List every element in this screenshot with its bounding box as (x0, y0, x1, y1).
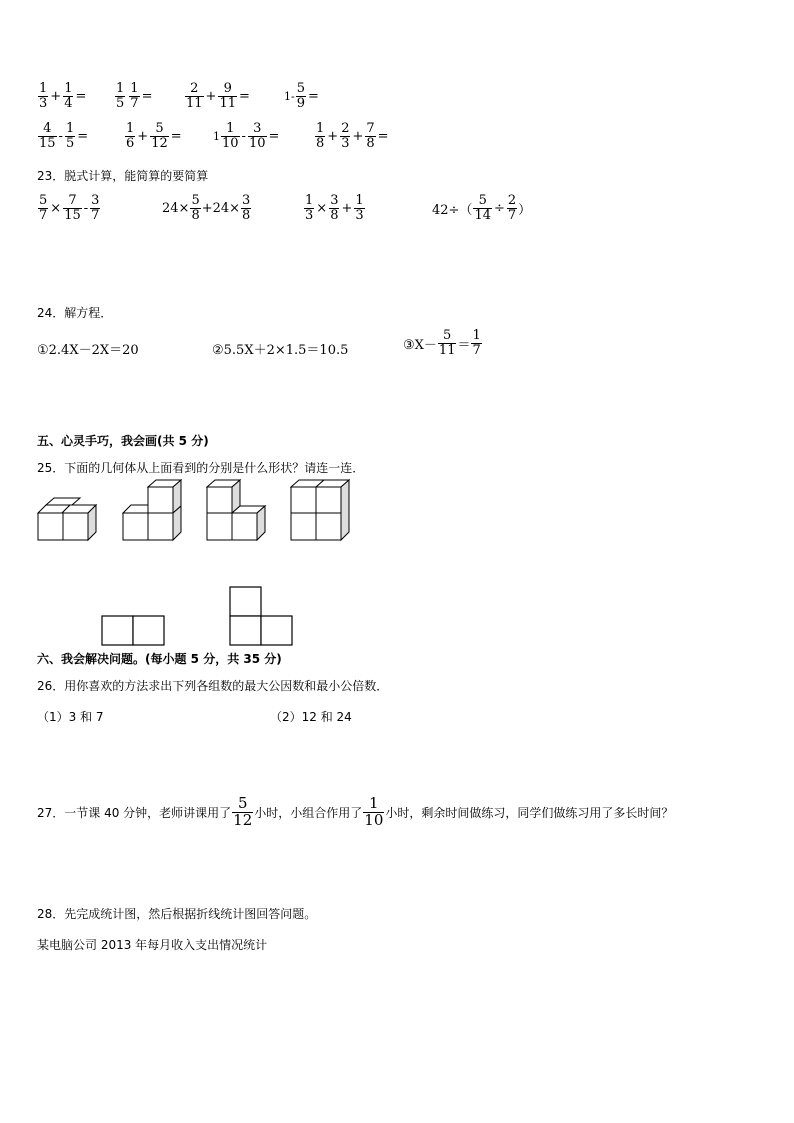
section-6-title: 六、我会解决问题。(每小题 5 分，共 35 分) (37, 652, 282, 666)
top-view-shape-2 (230, 587, 292, 645)
q26-text: 26．用你喜欢的方法求出下列各组数的最大公因数和最小公倍数． (37, 679, 389, 693)
exercise-4: 1- $\frac{5}{9}$ = (284, 81, 319, 111)
cube-figure-3 (207, 480, 265, 540)
section-5-title: 五、心灵手巧，我会画(共 5 分) (37, 434, 209, 448)
q24-equation-3: ③X－ $\frac{5}{11}$ ＝ $\frac{1}{7}$ (403, 328, 481, 358)
q25-text: 25．下面的几何体从上面看到的分别是什么形状？请连一连． (37, 461, 365, 475)
q27-text: 27．一节课 40 分钟，老师讲课用了 $\frac{5}{12}$ 小时，小组合作用了 $\frac{1}{10}$ 小时，剩余时间做练习，同学们做练习用了多长时间？ (37, 794, 674, 829)
cube-figure-1 (38, 498, 96, 540)
q24-equation-1: ①2.4X－2X＝20 (37, 343, 139, 358)
exercise-1: $\frac{1}{3}$ + $\frac{1}{4}$ = (39, 81, 87, 111)
q28-caption: 某电脑公司 2013 年每月收入支出情况统计 (37, 938, 268, 952)
q24-equation-2: ②5.5X＋2×1.5＝10.5 (212, 343, 349, 358)
q26-part-1: （1）3 和 7 (37, 710, 104, 724)
top-view-shape-1 (102, 616, 164, 645)
exercise-7: 1 $\frac{1}{10}$ - $\frac{3}{10}$ = (213, 121, 280, 151)
exercise-5: $\frac{4}{15}$ - $\frac{1}{5}$ = (39, 121, 89, 151)
fraction: $\frac{1}{3}$ (39, 81, 48, 111)
exercise-8: $\frac{1}{8}$ + $\frac{2}{3}$ + $\frac{7}{8}$ = (316, 121, 389, 151)
q23-expr-2: 24× $\frac{5}{8}$ +24× $\frac{3}{8}$ (162, 193, 251, 223)
cube-figure-2 (123, 480, 181, 540)
q26-part-2: （2）12 和 24 (270, 710, 352, 724)
q23-title: 23．脱式计算，能简算的要简算 (37, 169, 209, 183)
fraction: $\frac{1}{4}$ (64, 81, 73, 111)
q23-expr-4: 42÷（ $\frac{5}{14}$ ÷ $\frac{2}{7}$ ） (432, 193, 532, 223)
exercise-2: $\frac{1}{5}$ $\frac{1}{7}$ = (116, 81, 153, 111)
cube-figure-4 (291, 480, 349, 540)
exercise-3: $\frac{2}{11}$ + $\frac{9}{11}$ = (186, 81, 250, 111)
q23-expr-3: $\frac{1}{3}$ × $\frac{3}{8}$ + $\frac{1}{3}$ (305, 193, 364, 223)
q23-expr-1: $\frac{5}{7}$ × $\frac{7}{15}$ - $\frac{3}{7}$ (39, 193, 100, 223)
exercise-6: $\frac{1}{6}$ + $\frac{5}{12}$ = (126, 121, 182, 151)
q28-text: 28．先完成统计图，然后根据折线统计图回答问题。 (37, 907, 317, 921)
q24-title: 24．解方程． (37, 306, 113, 320)
